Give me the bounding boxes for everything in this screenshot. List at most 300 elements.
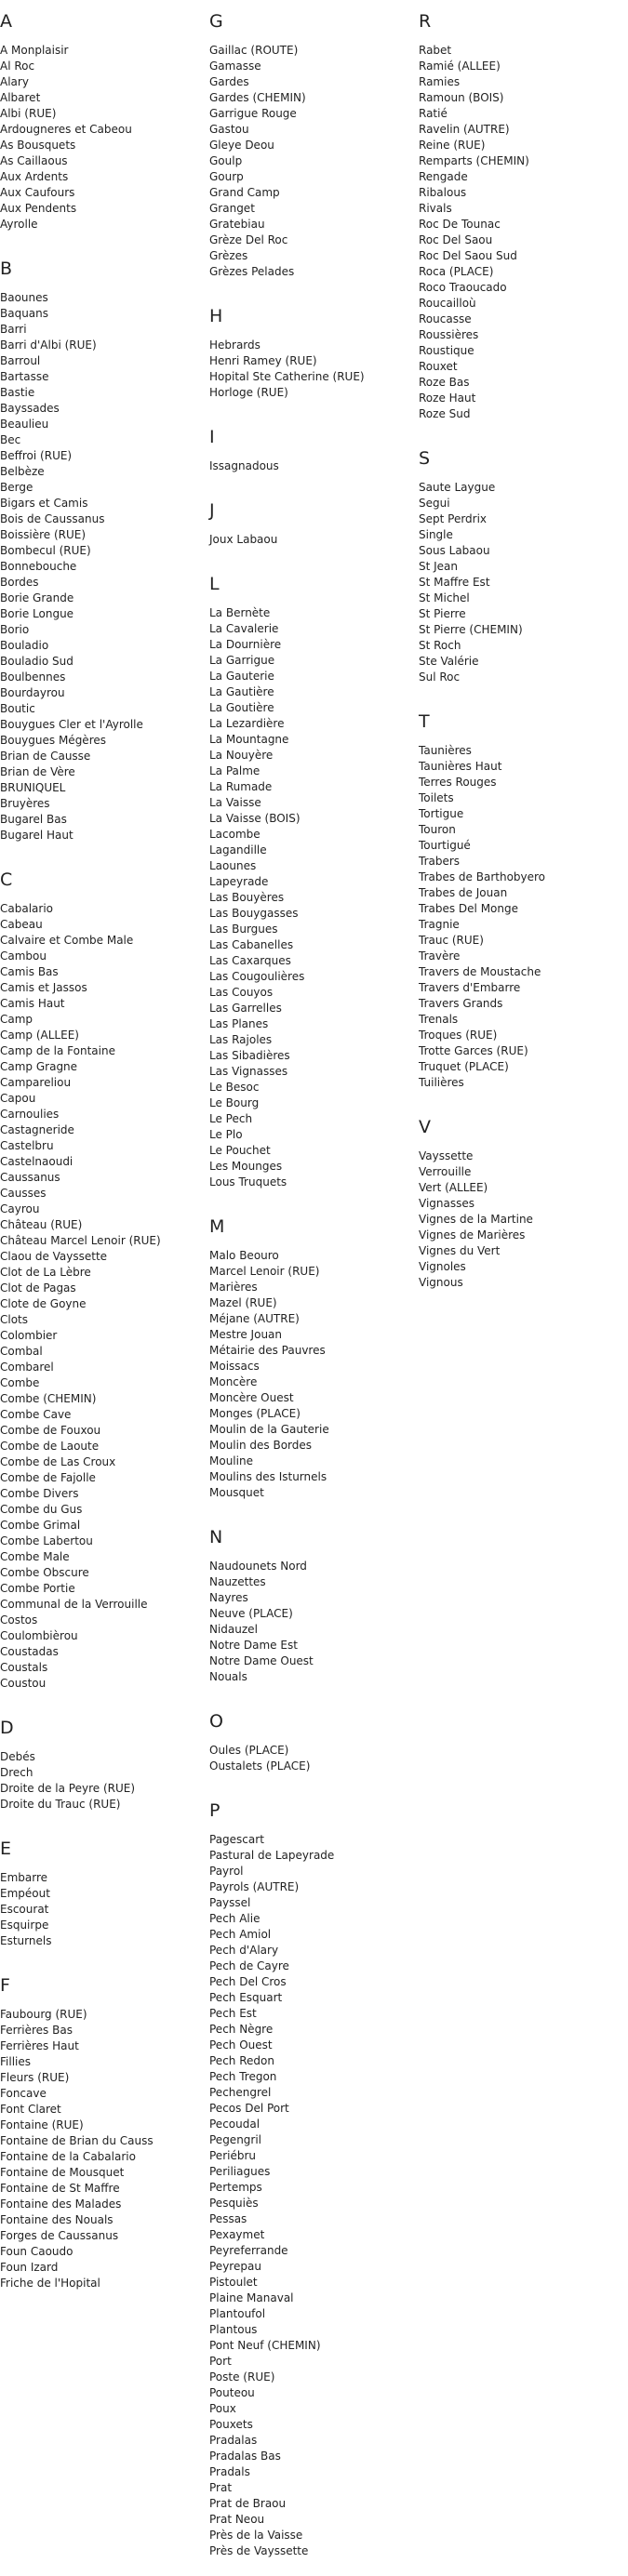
place-link[interactable]: Trauc (RUE) — [419, 934, 484, 947]
place-link[interactable]: La Gauterie — [209, 670, 274, 683]
place-link[interactable]: Plantoufol — [209, 2307, 266, 2320]
place-link[interactable]: Vignes du Vert — [419, 1244, 501, 1257]
place-link[interactable]: Roustique — [419, 344, 474, 357]
place-link[interactable]: Bigars et Camis — [0, 497, 88, 510]
place-link[interactable]: Taunières — [419, 744, 472, 757]
place-link[interactable]: Horloge (RUE) — [209, 386, 288, 399]
place-link[interactable]: Gastou — [209, 123, 249, 136]
place-link[interactable]: Nidauzel — [209, 1623, 258, 1636]
place-link[interactable]: Grand Camp — [209, 186, 280, 199]
place-link[interactable]: La Dournière — [209, 638, 282, 651]
place-link[interactable]: Lacombe — [209, 828, 261, 841]
place-link[interactable]: Pessas — [209, 2212, 247, 2225]
place-link[interactable]: Roco Traoucado — [419, 281, 507, 294]
place-link[interactable]: Mouline — [209, 1454, 253, 1467]
place-link[interactable]: Ayrolle — [0, 218, 38, 231]
place-link[interactable]: Combe Divers — [0, 1487, 79, 1500]
place-link[interactable]: Campareliou — [0, 1076, 72, 1089]
place-link[interactable]: La Nouyère — [209, 749, 274, 762]
place-link[interactable]: Le Besoc — [209, 1081, 260, 1094]
place-link[interactable]: Al Roc — [0, 60, 35, 73]
place-link[interactable]: Gardes — [209, 75, 249, 88]
place-link[interactable]: Belbèze — [0, 465, 45, 478]
place-link[interactable]: Fontaine de St Maffre — [0, 2182, 120, 2195]
place-link[interactable]: Pech Tregon — [209, 2070, 277, 2083]
place-link[interactable]: Escourat — [0, 1903, 49, 1916]
place-link[interactable]: St Pierre — [419, 607, 466, 620]
place-link[interactable]: Trotte Garces (RUE) — [419, 1044, 528, 1057]
place-link[interactable]: Pradalas Bas — [209, 2450, 281, 2463]
place-link[interactable]: Grèzes Pelades — [209, 265, 295, 278]
place-link[interactable]: Droite de la Peyre (RUE) — [0, 1782, 136, 1795]
place-link[interactable]: Bourdayrou — [0, 686, 65, 699]
place-link[interactable]: St Michel — [419, 591, 470, 604]
place-link[interactable]: Oustalets (PLACE) — [209, 1759, 311, 1773]
place-link[interactable]: Ferrières Haut — [0, 2039, 79, 2052]
place-link[interactable]: Clot de Pagas — [0, 1281, 76, 1295]
place-link[interactable]: Camp — [0, 1013, 33, 1026]
place-link[interactable]: Foun Izard — [0, 2261, 59, 2274]
place-link[interactable]: Le Bourg — [209, 1096, 260, 1109]
place-link[interactable]: St Jean — [419, 560, 459, 573]
place-link[interactable]: Coulombièrou — [0, 1629, 78, 1642]
place-link[interactable]: Les Mounges — [209, 1160, 283, 1173]
place-link[interactable]: Vignasses — [419, 1197, 474, 1210]
place-link[interactable]: Notre Dame Ouest — [209, 1654, 314, 1667]
place-link[interactable]: Fleurs (RUE) — [0, 2071, 70, 2084]
place-link[interactable]: Métairie des Pauvres — [209, 1344, 326, 1357]
place-link[interactable]: Neuve (PLACE) — [209, 1607, 293, 1620]
place-link[interactable]: Barri — [0, 323, 27, 336]
place-link[interactable]: Las Burgues — [209, 923, 278, 936]
place-link[interactable]: Travers de Moustache — [419, 965, 541, 978]
place-link[interactable]: Pech Ouest — [209, 2038, 273, 2052]
place-link[interactable]: Lapeyrade — [209, 875, 269, 888]
place-link[interactable]: Laounes — [209, 859, 257, 872]
place-link[interactable]: Saute Laygue — [419, 481, 496, 494]
place-link[interactable]: Costos — [0, 1613, 38, 1627]
place-link[interactable]: Trenals — [419, 1013, 459, 1026]
place-link[interactable]: Monges (PLACE) — [209, 1407, 301, 1420]
place-link[interactable]: Las Couyos — [209, 986, 274, 999]
place-link[interactable]: Payrols (AUTRE) — [209, 1880, 300, 1893]
place-link[interactable]: Roucailloù — [419, 297, 476, 310]
place-link[interactable]: Combe Labertou — [0, 1534, 93, 1547]
place-link[interactable]: Drech — [0, 1766, 33, 1779]
place-link[interactable]: Verrouille — [419, 1165, 472, 1178]
place-link[interactable]: Lous Truquets — [209, 1175, 287, 1188]
place-link[interactable]: Moncère — [209, 1375, 258, 1388]
place-link[interactable]: Garrigue Rouge — [209, 107, 297, 120]
place-link[interactable]: Château (RUE) — [0, 1218, 83, 1231]
place-link[interactable]: Pouxets — [209, 2418, 253, 2431]
place-link[interactable]: Periliagues — [209, 2165, 271, 2178]
place-link[interactable]: Roze Sud — [419, 407, 471, 420]
place-link[interactable]: Pech Est — [209, 2007, 257, 2020]
place-link[interactable]: Single — [419, 528, 453, 541]
place-link[interactable]: Berge — [0, 481, 33, 494]
place-link[interactable]: La Goutière — [209, 701, 274, 714]
place-link[interactable]: Fillies — [0, 2055, 31, 2068]
place-link[interactable]: Pouteou — [209, 2386, 255, 2399]
place-link[interactable]: Roca (PLACE) — [419, 265, 494, 278]
place-link[interactable]: Bugarel Haut — [0, 829, 73, 842]
place-link[interactable]: Fontaine des Nouals — [0, 2213, 114, 2226]
place-link[interactable]: Prat — [209, 2481, 233, 2494]
place-link[interactable]: Combe de Fajolle — [0, 1471, 96, 1484]
place-link[interactable]: Borie Grande — [0, 591, 74, 604]
place-link[interactable]: Combe de Fouxou — [0, 1424, 101, 1437]
place-link[interactable]: Calvaire et Combe Male — [0, 934, 134, 947]
place-link[interactable]: Trabes Del Monge — [419, 902, 518, 915]
place-link[interactable]: Camis et Jassos — [0, 981, 87, 994]
place-link[interactable]: Peyreferrande — [209, 2244, 288, 2257]
place-link[interactable]: Combarel — [0, 1361, 54, 1374]
place-link[interactable]: Camis Haut — [0, 997, 65, 1010]
place-link[interactable]: Joux Labaou — [209, 533, 278, 546]
place-link[interactable]: Vert (ALLEE) — [419, 1181, 488, 1194]
place-link[interactable]: Naudounets Nord — [209, 1560, 307, 1573]
place-link[interactable]: Borie Longue — [0, 607, 74, 620]
place-link[interactable]: Pistoulet — [209, 2276, 258, 2289]
place-link[interactable]: Tourtigué — [419, 839, 471, 852]
place-link[interactable]: Henri Ramey (RUE) — [209, 354, 317, 367]
place-link[interactable]: Roze Haut — [419, 392, 476, 405]
place-link[interactable]: Touron — [419, 823, 456, 836]
place-link[interactable]: Castelbru — [0, 1139, 54, 1152]
place-link[interactable]: Pech Amiol — [209, 1928, 272, 1941]
place-link[interactable]: Sous Labaou — [419, 544, 490, 557]
place-link[interactable]: Combe de Laoute — [0, 1440, 100, 1453]
place-link[interactable]: Bombecul (RUE) — [0, 544, 91, 557]
place-link[interactable]: Poux — [209, 2402, 236, 2415]
place-link[interactable]: Nayres — [209, 1591, 248, 1604]
place-link[interactable]: Toilets — [419, 791, 454, 804]
place-link[interactable]: Pechengrel — [209, 2086, 272, 2099]
place-link[interactable]: Rivals — [419, 202, 452, 215]
place-link[interactable]: La Bernète — [209, 606, 271, 619]
place-link[interactable]: Bastie — [0, 386, 35, 399]
place-link[interactable]: Bonnebouche — [0, 560, 77, 573]
place-link[interactable]: Roze Bas — [419, 376, 470, 389]
place-link[interactable]: Las Caxarques — [209, 954, 291, 967]
place-link[interactable]: Issagnadous — [209, 459, 279, 472]
place-link[interactable]: Moissacs — [209, 1360, 260, 1373]
place-link[interactable]: Clot de La Lèbre — [0, 1266, 91, 1279]
place-link[interactable]: Payrol — [209, 1865, 244, 1878]
place-link[interactable]: Peyrepau — [209, 2260, 261, 2273]
place-link[interactable]: Payssel — [209, 1896, 251, 1909]
place-link[interactable]: Mestre Jouan — [209, 1328, 283, 1341]
place-link[interactable]: Brian de Causse — [0, 750, 91, 763]
place-link[interactable]: Ferrières Bas — [0, 2024, 73, 2037]
place-link[interactable]: La Palme — [209, 764, 261, 777]
place-link[interactable]: Castagneride — [0, 1123, 74, 1136]
place-link[interactable]: Moncère Ouest — [209, 1391, 294, 1404]
place-link[interactable]: Vayssette — [419, 1149, 474, 1162]
place-link[interactable]: Hopital Ste Catherine (RUE) — [209, 370, 365, 383]
place-link[interactable]: Port — [209, 2355, 232, 2368]
place-link[interactable]: Taunières Haut — [419, 760, 502, 773]
place-link[interactable]: Combe de Las Croux — [0, 1455, 116, 1468]
place-link[interactable]: Fontaine de la Cabalario — [0, 2150, 136, 2163]
place-link[interactable]: Hebrards — [209, 339, 261, 352]
place-link[interactable]: Droite du Trauc (RUE) — [0, 1798, 121, 1811]
place-link[interactable]: Bouygues Cler et l'Ayrolle — [0, 718, 143, 731]
place-link[interactable]: Pagescart — [209, 1833, 264, 1846]
place-link[interactable]: Aux Ardents — [0, 170, 69, 183]
place-link[interactable]: Baounes — [0, 291, 48, 304]
place-link[interactable]: Claou de Vayssette — [0, 1250, 108, 1263]
place-link[interactable]: Debés — [0, 1750, 35, 1763]
place-link[interactable]: Troques (RUE) — [419, 1029, 498, 1042]
place-link[interactable]: Travers d'Embarre — [419, 981, 521, 994]
place-link[interactable]: Méjane (AUTRE) — [209, 1312, 300, 1325]
place-link[interactable]: Trabers — [419, 855, 461, 868]
place-link[interactable]: Carnoulies — [0, 1108, 60, 1121]
place-link[interactable]: Borio — [0, 623, 30, 636]
place-link[interactable]: Rouxet — [419, 360, 458, 373]
place-link[interactable]: Las Bouyères — [209, 891, 285, 904]
place-link[interactable]: Periébru — [209, 2149, 256, 2162]
place-link[interactable]: Coustou — [0, 1677, 47, 1690]
place-link[interactable]: Capou — [0, 1092, 36, 1105]
place-link[interactable]: Camp Gragne — [0, 1060, 78, 1073]
place-link[interactable]: Barroul — [0, 354, 41, 367]
place-link[interactable]: Foun Caoudo — [0, 2245, 73, 2258]
place-link[interactable]: Bayssades — [0, 402, 60, 415]
place-link[interactable]: A Monplaisir — [0, 44, 69, 57]
place-link[interactable]: Marcel Lenoir (RUE) — [209, 1265, 320, 1278]
place-link[interactable]: Bugarel Bas — [0, 813, 67, 826]
place-link[interactable]: Boutic — [0, 702, 35, 715]
place-link[interactable]: Vignous — [419, 1276, 463, 1289]
place-link[interactable]: St Maffre Est — [419, 576, 490, 589]
place-link[interactable]: Roucasse — [419, 312, 472, 325]
place-link[interactable]: Reine (RUE) — [419, 139, 486, 152]
place-link[interactable]: Roc Del Saou Sud — [419, 249, 517, 262]
place-link[interactable]: Ramies — [419, 75, 461, 88]
place-link[interactable]: Près de Vayssette — [209, 2544, 309, 2557]
place-link[interactable]: Bec — [0, 433, 21, 446]
place-link[interactable]: Trabes de Barthobyero — [419, 870, 546, 883]
place-link[interactable]: Combe Cave — [0, 1408, 72, 1421]
place-link[interactable]: As Caillaous — [0, 154, 68, 167]
place-link[interactable]: Bois de Caussanus — [0, 512, 105, 525]
place-link[interactable]: Pech d'Alary — [209, 1944, 279, 1957]
place-link[interactable]: Gleye Deou — [209, 139, 274, 152]
place-link[interactable]: St Pierre (CHEMIN) — [419, 623, 523, 636]
place-link[interactable]: Fontaine de Brian du Causs — [0, 2134, 154, 2147]
place-link[interactable]: La Gautière — [209, 685, 274, 698]
place-link[interactable]: Prat de Braou — [209, 2497, 287, 2510]
place-link[interactable]: Lagandille — [209, 843, 267, 856]
place-link[interactable]: Brian de Vère — [0, 765, 75, 778]
place-link[interactable]: Gamasse — [209, 60, 261, 73]
place-link[interactable]: Ribalous — [419, 186, 467, 199]
place-link[interactable]: Bouygues Mégères — [0, 734, 106, 747]
place-link[interactable]: Poste (RUE) — [209, 2370, 275, 2383]
place-link[interactable]: Baquans — [0, 307, 49, 320]
place-link[interactable]: Combe Grimal — [0, 1519, 81, 1532]
place-link[interactable]: La Vaisse (BOIS) — [209, 812, 301, 825]
place-link[interactable]: Clote de Goyne — [0, 1297, 87, 1310]
place-link[interactable]: Moulin de la Gauterie — [209, 1423, 329, 1436]
place-link[interactable]: Cambou — [0, 949, 47, 963]
place-link[interactable]: Bouladio — [0, 639, 49, 652]
place-link[interactable]: Malo Beouro — [209, 1249, 279, 1262]
place-link[interactable]: Pech Esquart — [209, 1991, 283, 2004]
place-link[interactable]: Près de la Vaisse — [209, 2529, 303, 2542]
place-link[interactable]: Truquet (PLACE) — [419, 1060, 509, 1073]
place-link[interactable]: Ramié (ALLEE) — [419, 60, 501, 73]
place-link[interactable]: Beffroi (RUE) — [0, 449, 73, 462]
place-link[interactable]: As Bousquets — [0, 139, 76, 152]
place-link[interactable]: Esquirpe — [0, 1919, 49, 1932]
place-link[interactable]: Bordes — [0, 576, 39, 589]
place-link[interactable]: Pech Redon — [209, 2054, 274, 2067]
place-link[interactable]: Tuilières — [419, 1076, 464, 1089]
place-link[interactable]: Ardougneres et Cabeou — [0, 123, 132, 136]
place-link[interactable]: Tragnie — [419, 918, 460, 931]
place-link[interactable]: Esturnels — [0, 1934, 52, 1947]
place-link[interactable]: Tortigue — [419, 807, 464, 820]
place-link[interactable]: Nauzettes — [209, 1575, 266, 1588]
place-link[interactable]: Le Pech — [209, 1112, 253, 1125]
place-link[interactable]: Grèze Del Roc — [209, 233, 288, 246]
place-link[interactable]: Prat Neou — [209, 2513, 265, 2526]
place-link[interactable]: Vignes de la Martine — [419, 1213, 533, 1226]
place-link[interactable]: Coustadas — [0, 1645, 59, 1658]
place-link[interactable]: Aux Pendents — [0, 202, 77, 215]
place-link[interactable]: Albi (RUE) — [0, 107, 57, 120]
place-link[interactable]: Beaulieu — [0, 418, 49, 431]
place-link[interactable]: Gratebiau — [209, 218, 265, 231]
place-link[interactable]: St Roch — [419, 639, 461, 652]
place-link[interactable]: La Garrigue — [209, 654, 275, 667]
place-link[interactable]: Travers Grands — [419, 997, 503, 1010]
place-link[interactable]: Fontaine des Malades — [0, 2198, 122, 2211]
place-link[interactable]: Mazel (RUE) — [209, 1296, 277, 1309]
place-link[interactable]: Combe Portie — [0, 1582, 75, 1595]
place-link[interactable]: Clots — [0, 1313, 29, 1326]
place-link[interactable]: Gourp — [209, 170, 244, 183]
place-link[interactable]: Terres Rouges — [419, 776, 497, 789]
place-link[interactable]: Barri d'Albi (RUE) — [0, 339, 97, 352]
place-link[interactable]: Roc De Tounac — [419, 218, 501, 231]
place-link[interactable]: Las Planes — [209, 1017, 269, 1030]
place-link[interactable]: Cabalario — [0, 902, 53, 915]
place-link[interactable]: Travère — [419, 949, 461, 963]
place-link[interactable]: Las Garrelles — [209, 1002, 282, 1015]
place-link[interactable]: Fontaine de Mousquet — [0, 2166, 125, 2179]
place-link[interactable]: La Lezardière — [209, 717, 285, 730]
place-link[interactable]: Pech Nègre — [209, 2023, 274, 2036]
place-link[interactable]: Mousquet — [209, 1486, 264, 1499]
place-link[interactable]: La Cavalerie — [209, 622, 279, 635]
place-link[interactable]: Le Plo — [209, 1128, 243, 1141]
place-link[interactable]: Fontaine (RUE) — [0, 2118, 84, 2131]
place-link[interactable]: Camp de la Fontaine — [0, 1044, 115, 1057]
place-link[interactable]: BRUNIQUEL — [0, 781, 66, 794]
place-link[interactable]: Communal de la Verrouille — [0, 1598, 148, 1611]
place-link[interactable]: Colombier — [0, 1329, 58, 1342]
place-link[interactable]: Pertemps — [209, 2181, 262, 2194]
place-link[interactable]: Grèzes — [209, 249, 248, 262]
place-link[interactable]: Bartasse — [0, 370, 49, 383]
place-link[interactable]: Boulbennes — [0, 671, 66, 684]
place-link[interactable]: Coustals — [0, 1661, 48, 1674]
place-link[interactable]: Combe Obscure — [0, 1566, 89, 1579]
place-link[interactable]: Camis Bas — [0, 965, 59, 978]
place-link[interactable]: Remparts (CHEMIN) — [419, 154, 529, 167]
place-link[interactable]: Combe — [0, 1376, 40, 1389]
place-link[interactable]: Faubourg (RUE) — [0, 2008, 87, 2021]
place-link[interactable]: Pech Alie — [209, 1912, 261, 1925]
place-link[interactable]: Pesquiès — [209, 2197, 259, 2210]
place-link[interactable]: Castelnaoudi — [0, 1155, 73, 1168]
place-link[interactable]: Sept Perdrix — [419, 512, 488, 525]
place-link[interactable]: Las Cabanelles — [209, 938, 294, 951]
place-link[interactable]: Granget — [209, 202, 255, 215]
place-link[interactable]: Ravelin (AUTRE) — [419, 123, 510, 136]
place-link[interactable]: Font Claret — [0, 2103, 61, 2116]
place-link[interactable]: La Mountagne — [209, 733, 289, 746]
place-link[interactable]: Roc Del Saou — [419, 233, 493, 246]
place-link[interactable]: Combe (CHEMIN) — [0, 1392, 97, 1405]
place-link[interactable]: Ratié — [419, 107, 448, 120]
place-link[interactable]: Foncave — [0, 2087, 47, 2100]
place-link[interactable]: Bouladio Sud — [0, 655, 73, 668]
place-link[interactable]: Combe du Gus — [0, 1503, 83, 1516]
place-link[interactable]: Pradalas — [209, 2434, 258, 2447]
place-link[interactable]: Caussanus — [0, 1171, 60, 1184]
place-link[interactable]: Roussières — [419, 328, 479, 341]
place-link[interactable]: Château Marcel Lenoir (RUE) — [0, 1234, 161, 1247]
place-link[interactable]: Pastural de Lapeyrade — [209, 1849, 335, 1862]
place-link[interactable]: Nouals — [209, 1670, 247, 1683]
place-link[interactable]: Pexaymet — [209, 2228, 265, 2241]
place-link[interactable]: Forges de Caussanus — [0, 2229, 119, 2242]
place-link[interactable]: Ste Valérie — [419, 655, 479, 668]
place-link[interactable]: Bruyères — [0, 797, 50, 810]
place-link[interactable]: Oules (PLACE) — [209, 1744, 289, 1757]
place-link[interactable]: Las Rajoles — [209, 1033, 273, 1046]
place-link[interactable]: Cayrou — [0, 1202, 40, 1215]
place-link[interactable]: Friche de l'Hopital — [0, 2277, 100, 2290]
place-link[interactable]: Plantous — [209, 2323, 258, 2336]
place-link[interactable]: Cabeau — [0, 918, 43, 931]
place-link[interactable]: Las Vignasses — [209, 1065, 288, 1078]
place-link[interactable]: Sul Roc — [419, 671, 461, 684]
place-link[interactable]: Rengade — [419, 170, 468, 183]
place-link[interactable]: Gaillac (ROUTE) — [209, 44, 299, 57]
place-link[interactable]: Gardes (CHEMIN) — [209, 91, 306, 104]
place-link[interactable]: Goulp — [209, 154, 243, 167]
place-link[interactable]: Le Pouchet — [209, 1144, 271, 1157]
place-link[interactable]: Las Sibadières — [209, 1049, 290, 1062]
place-link[interactable]: Albaret — [0, 91, 41, 104]
place-link[interactable]: Plaine Manaval — [209, 2291, 294, 2304]
place-link[interactable]: Pech de Cayre — [209, 1959, 289, 1972]
place-link[interactable]: Pont Neuf (CHEMIN) — [209, 2339, 321, 2352]
place-link[interactable]: Pecoudal — [209, 2118, 261, 2131]
place-link[interactable]: Trabes de Jouan — [419, 886, 508, 899]
place-link[interactable]: Embarre — [0, 1871, 48, 1884]
place-link[interactable]: Moulin des Bordes — [209, 1439, 313, 1452]
place-link[interactable]: Marières — [209, 1281, 258, 1294]
place-link[interactable]: Las Bouygasses — [209, 907, 299, 920]
